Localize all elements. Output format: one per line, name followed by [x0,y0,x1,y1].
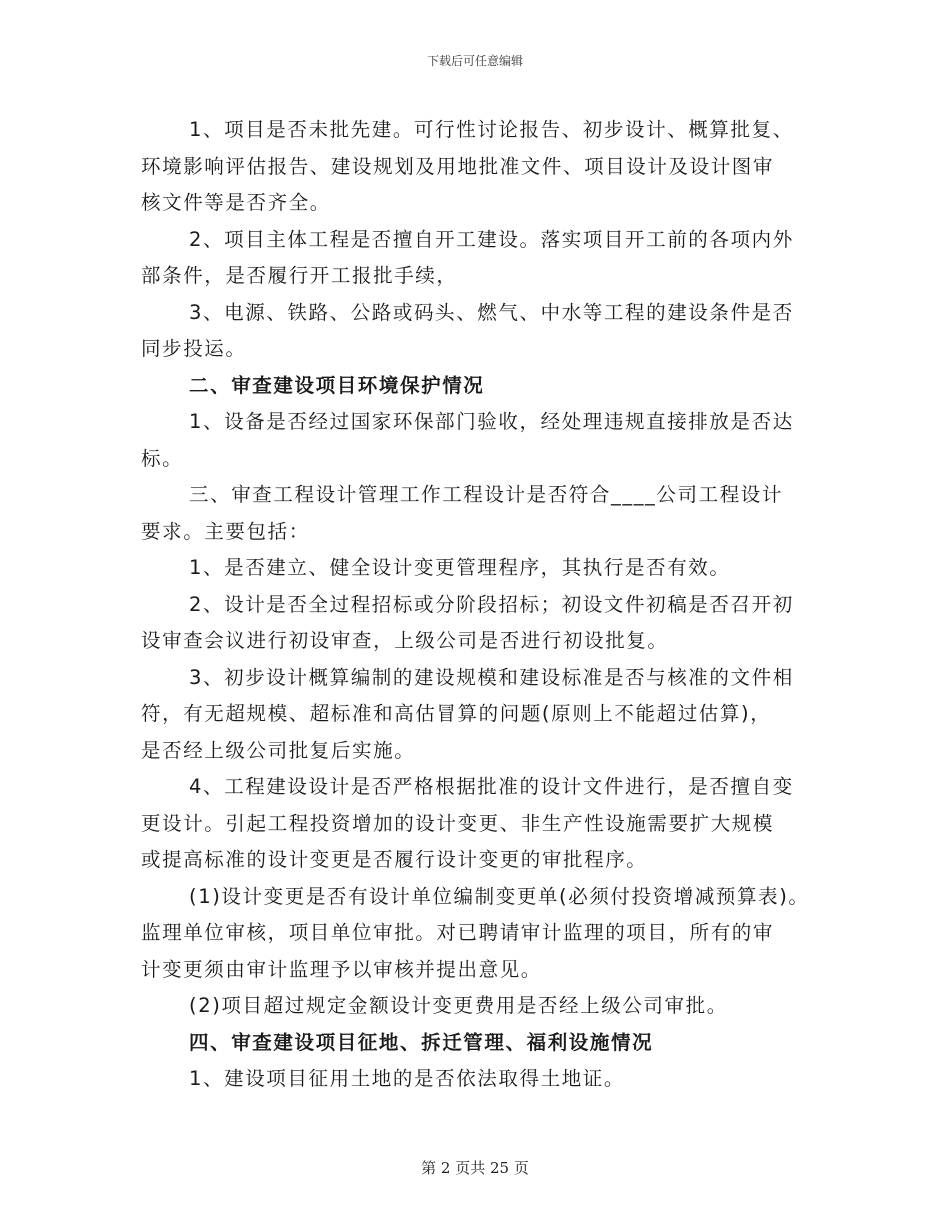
body-text-line: 三、审查工程设计管理工作工程设计是否符合____公司工程设计 [189,483,784,506]
body-text-line: 要求。主要包括： [141,519,310,543]
body-text-line: 部条件，是否履行开工报批手续， [141,264,458,287]
body-text-line: 核文件等是否齐全。 [141,191,331,214]
body-text-line: 2、设计是否全过程招标或分阶段招标；初设文件初稿是否召开初 [189,592,794,616]
body-text-line: 3、初步设计概算编制的建设规模和建设标准是否与核准的文件相 [189,665,794,689]
document-body [141,112,821,1098]
body-text-line: 符，有无超规模、超标准和高估冒算的问题(原则上不能超过估算)， [141,702,772,725]
body-text-line: (2)项目超过规定金额设计变更费用是否经上级公司审批。 [189,994,728,1017]
body-text-line: 或提高标准的设计变更是否履行设计变更的审批程序。 [141,848,648,871]
page-footer: 第 2 页共 25 页 [421,1159,529,1177]
body-text-line: 更设计。引起工程投资增加的设计变更、非生产性设施需要扩大规模 [141,811,775,835]
body-text-line: 1、建设项目征用土地的是否依法取得土地证。 [189,1067,626,1090]
body-text-line: 是否经上级公司批复后实施。 [141,738,416,762]
section-heading: 四、审查建设项目征地、拆迁管理、福利设施情况 [189,1030,654,1054]
section-heading: 二、审查建设项目环境保护情况 [189,373,485,397]
body-text-line: (1)设计变更是否有设计单位编制变更单(必须付投资增减预算表)。 [189,884,810,908]
body-text-line: 1、是否建立、健全设计变更管理程序，其执行是否有效。 [189,556,731,579]
body-text-line: 1、设备是否经过国家环保部门验收，经处理违规直接排放是否达 [189,410,794,433]
body-text-line: 1、项目是否未批先建。可行性讨论报告、初步设计、概算批复、 [189,118,794,141]
body-text-line: 同步投运。 [141,337,247,360]
page-header: 下载后可任意编辑 [426,54,523,68]
body-text-line: 2、项目主体工程是否擅自开工建设。落实项目开工前的各项内外 [189,227,794,251]
body-text-line: 监理单位审核，项目单位审批。对已聘请审计监理的项目，所有的审 [141,921,775,944]
body-text-line: 计变更须由审计监理予以审核并提出意见。 [141,957,542,981]
body-text-line: 标。 [141,446,184,470]
body-text-line: 4、工程建设设计是否严格根据批准的设计文件进行，是否擅自变 [189,775,794,798]
body-text-line: 3、电源、铁路、公路或码头、燃气、中水等工程的建设条件是否 [189,300,794,324]
body-text-line: 设审查会议进行初设审查，上级公司是否进行初设批复。 [141,629,669,652]
body-text-line: 环境影响评估报告、建设规划及用地批准文件、项目设计及设计图审 [141,154,775,178]
